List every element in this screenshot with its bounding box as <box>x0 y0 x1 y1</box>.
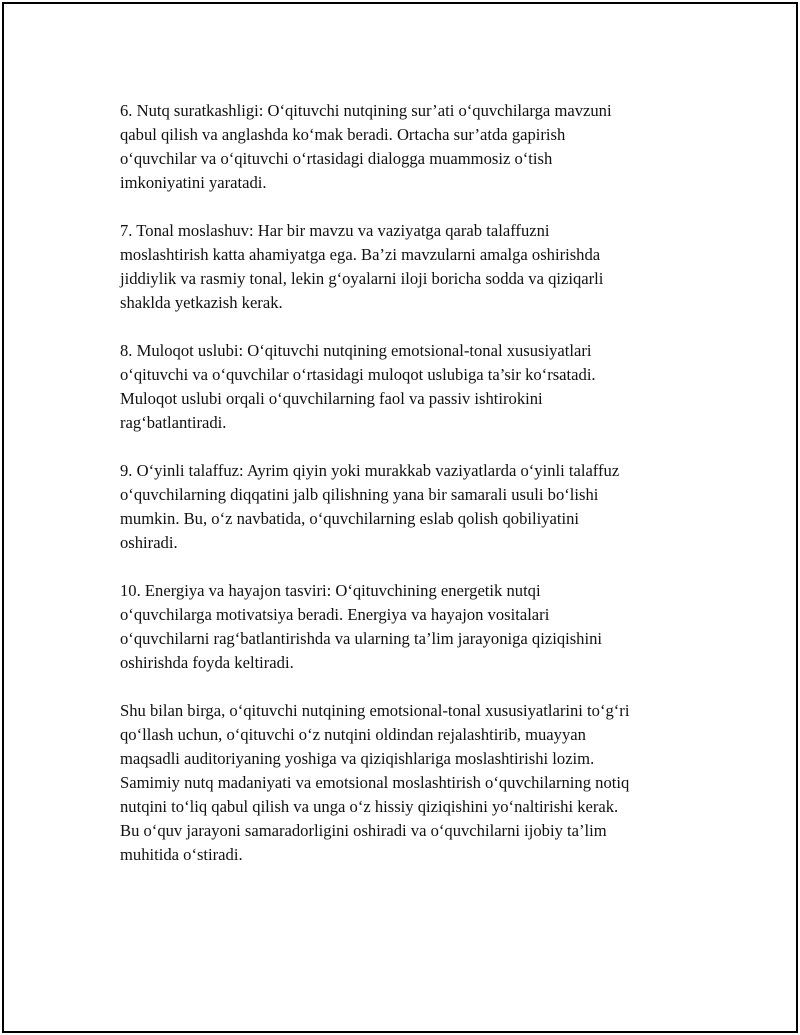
text-line: Muloqot uslubi orqali o‘quvchilarning faol va passiv ishtirokini <box>120 389 543 408</box>
page-frame <box>2 2 798 1033</box>
text-line: muhitida o‘stiradi. <box>120 845 243 864</box>
text-line: 8. Muloqot uslubi: O‘qituvchi nutqining emotsional-tonal xususiyatlari <box>120 341 592 360</box>
text-line: Shu bilan birga, o‘qituvchi nutqining emotsional-tonal xususiyatlarini to‘g‘ri <box>120 701 630 720</box>
text-line: o‘quvchilarning diqqatini jalb qilishning yana bir samarali usuli bo‘lishi <box>120 485 599 504</box>
text-line: qo‘llash uchun, o‘qituvchi o‘z nutqini oldindan rejalashtirib, muayyan <box>120 725 586 744</box>
paragraph-9-oyinli-talaffuz <box>120 459 700 555</box>
paragraph-8-muloqot-uslubi <box>120 339 700 435</box>
text-line: 9. O‘yinli talaffuz: Ayrim qiyin yoki murakkab vaziyatlarda o‘yinli talaffuz <box>120 461 620 480</box>
document-body <box>120 99 700 891</box>
text-line: Bu o‘quv jarayoni samaradorligini oshiradi va o‘quvchilarni ijobiy ta’lim <box>120 821 607 840</box>
text-line: moslashtirish katta ahamiyatga ega. Ba’zi mavzularni amalga oshirishda <box>120 245 601 264</box>
text-line: Samimiy nutq madaniyati va emotsional moslashtirish o‘quvchilarning notiq <box>120 773 630 792</box>
text-line: oshirishda foyda keltiradi. <box>120 653 294 672</box>
paragraph-7-tonal-moslashuv <box>120 219 700 315</box>
text-line: mumkin. Bu, o‘z navbatida, o‘quvchilarning eslab qolish qobiliyatini <box>120 509 580 528</box>
text-line: 7. Tonal moslashuv: Har bir mavzu va vaziyatga qarab talaffuzni <box>120 221 550 240</box>
text-line: 6. Nutq suratkashligi: O‘qituvchi nutqining sur’ati o‘quvchilarga mavzuni <box>120 101 612 120</box>
paragraph-10-energiya-va-hayajon <box>120 579 700 675</box>
text-line: maqsadli auditoriyaning yoshiga va qiziqishlariga moslashtirishi lozim. <box>120 749 595 768</box>
text-line: nutqini to‘liq qabul qilish va unga o‘z hissiy qiziqishini yo‘naltirishi kerak. <box>120 797 619 816</box>
text-line: imkoniyatini yaratadi. <box>120 173 267 192</box>
paragraph-conclusion <box>120 699 700 867</box>
text-line: o‘qituvchi va o‘quvchilar o‘rtasidagi muloqot uslubiga ta’sir ko‘rsatadi. <box>120 365 596 384</box>
paragraph-6-nutq-suratkashligi <box>120 99 700 195</box>
text-line: o‘quvchilarga motivatsiya beradi. Energiya va hayajon vositalari <box>120 605 550 624</box>
text-line: o‘quvchilarni rag‘batlantirishda va ularning ta’lim jarayoniga qiziqishini <box>120 629 602 648</box>
text-line: shaklda yetkazish kerak. <box>120 293 283 312</box>
text-line: rag‘batlantiradi. <box>120 413 227 432</box>
text-line: oshiradi. <box>120 533 178 552</box>
text-line: jiddiylik va rasmiy tonal, lekin g‘oyalarni iloji boricha sodda va qiziqarli <box>120 269 604 288</box>
text-line: qabul qilish va anglashda ko‘mak beradi. Ortacha sur’atda gapirish <box>120 125 566 144</box>
text-line: o‘quvchilar va o‘qituvchi o‘rtasidagi dialogga muammosiz o‘tish <box>120 149 553 168</box>
text-line: 10. Energiya va hayajon tasviri: O‘qituvchining energetik nutqi <box>120 581 541 600</box>
